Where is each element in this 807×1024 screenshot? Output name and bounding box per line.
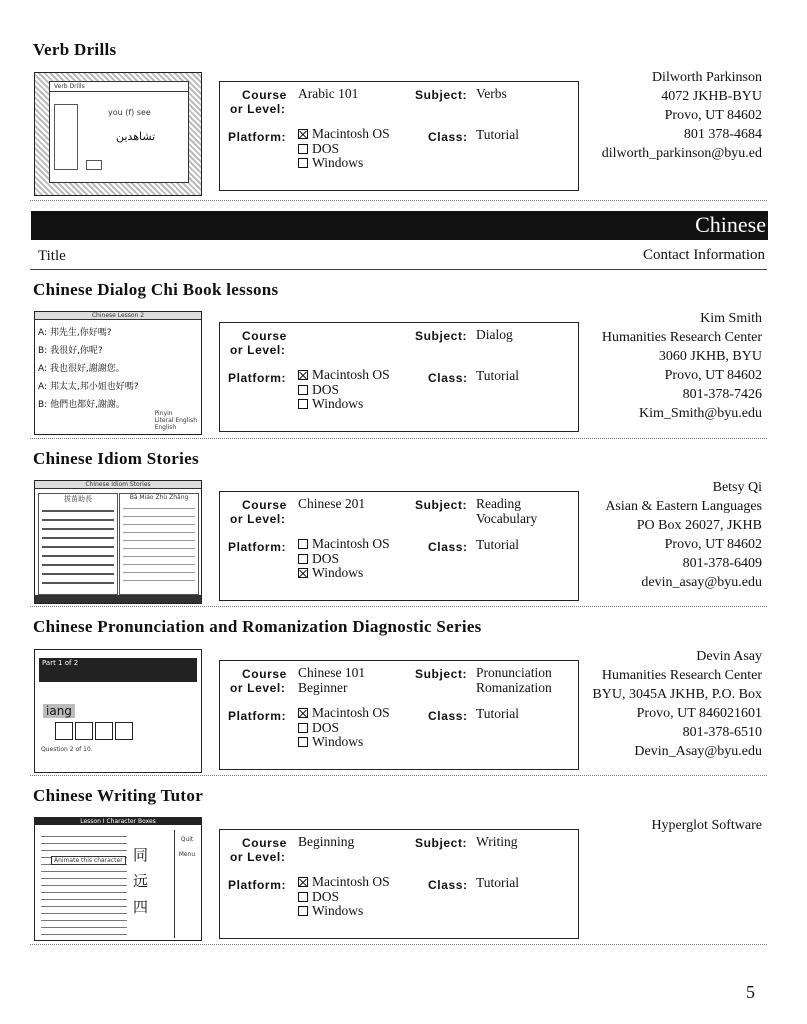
contact-line: PO Box 26027, JKHB [636,518,762,533]
checkbox-checked-icon [298,370,308,380]
checkbox-empty-icon [298,385,308,395]
course-label: Course [242,88,287,102]
course-value: Arabic 101 [298,86,359,101]
platform-label: Platform: [228,709,287,723]
character: 远 [133,872,149,890]
course-value: Beginning [298,834,355,849]
column-contact-label: Contact Information [642,247,765,263]
subject-value: Dialog [476,327,513,342]
platform-name: Windows [312,734,364,749]
panel-heading: 拔苗助長 [64,495,92,503]
subject-line: Vocabulary [476,511,538,526]
platform-name: Macintosh OS [312,126,390,141]
class-label: Class: [428,878,468,892]
level-label: or Level: [230,343,286,357]
platform-name: DOS [312,381,340,397]
course-info-box [219,660,579,770]
part-label: Part 1 of 2 [42,659,79,667]
contact-line: Provo, UT 84602 [664,108,762,123]
contact-email: devin_asay@byu.edu [641,575,762,590]
arabic-word: تشاهدين [116,130,156,143]
subject-line: Reading [476,496,521,511]
class-label: Class: [428,709,468,723]
entry-title: Verb Drills [33,40,117,59]
divider [30,438,767,439]
pinyin-text-panel [119,493,199,595]
checkbox-checked-icon [298,568,308,578]
platform-label: Platform: [228,130,287,144]
subject-label: Subject: [415,88,468,102]
page-number: 5 [746,982,755,1002]
entry-title: Chinese Dialog Chi Book lessons [33,280,279,299]
subject-label: Subject: [415,498,468,512]
platform-name: Windows [312,565,364,580]
dialog-line: A: 邦先生,你好嗎? [38,328,112,338]
checkbox-empty-icon [298,906,308,916]
section-name: Chinese [695,212,766,237]
class-label: Class: [428,371,468,385]
entry-title: Chinese Writing Tutor [33,786,204,805]
subject-label: Subject: [415,836,468,850]
tone-1-icon [55,722,73,740]
subject-label: Subject: [415,667,468,681]
course-info-box [219,491,579,601]
dialog-line: B: 我很好,你呢? [38,346,103,356]
platform-label: Platform: [228,540,287,554]
platform-name: DOS [312,888,340,904]
panel-heading: Bá Miáo Zhù Zhǎng [129,494,189,501]
platform-name: DOS [312,550,340,566]
checkbox-empty-icon [298,892,308,902]
platform-name: Windows [312,155,364,170]
contact-line: BYU, 3045A JKHB, P.O. Box [592,687,762,702]
divider [30,944,767,945]
divider [30,775,767,776]
checkbox-empty-icon [298,737,308,747]
course-label: Course [242,667,287,681]
section-header-bar [31,211,768,240]
contact-line: 801-378-6510 [682,725,762,740]
screenshot-thumbnail [34,480,202,604]
display-options [155,410,197,431]
header-rule [30,269,767,270]
checkbox-empty-icon [298,158,308,168]
platform-label: Platform: [228,371,287,385]
class-value: Tutorial [476,537,520,552]
contact-line: Humanities Research Center [601,668,762,683]
platform-label: Platform: [228,878,287,892]
checkbox-empty-icon [298,144,308,154]
platform-name: Windows [312,396,364,411]
contact-info [592,647,762,761]
dialog-lines [38,324,139,414]
contact-info [602,68,762,163]
platform-list [298,368,390,412]
contact-info [602,309,762,423]
english-prompt: you (f) see [108,108,151,117]
contact-line: 801 378-4684 [683,127,762,142]
checkbox-checked-icon [298,708,308,718]
toolbar [35,595,201,603]
contact-line: Kim Smith [700,311,762,326]
course-info-box [219,829,579,939]
window-title: Chinese Lesson 2 [35,312,201,320]
checkbox-empty-icon [298,399,308,409]
platform-name: Windows [312,903,364,918]
contact-line: Provo, UT 84602 [664,368,762,383]
class-value: Tutorial [476,706,520,721]
contact-line: Provo, UT 846021601 [636,706,762,721]
contact-line: Asian & Eastern Languages [605,499,762,514]
contact-line: Hyperglot Software [651,818,762,833]
quit-label: Quit [180,836,194,843]
platform-name: Macintosh OS [312,367,390,382]
platform-name: Macintosh OS [312,705,390,720]
subject-value [476,665,552,695]
tone-2-icon [75,722,93,740]
checkbox-empty-icon [298,723,308,733]
character-column [133,842,148,920]
entry-title: Chinese Idiom Stories [33,449,199,468]
menu-label: Menu [178,851,196,858]
instruction-text [41,832,127,936]
prompt-banner [39,658,197,682]
contact-line: Humanities Research Center [601,330,762,345]
character: 四 [133,898,149,916]
level-value: Beginner [298,680,348,695]
course-value: Chinese 201 [298,496,366,511]
dialog-line: A: 邦太太,邦小姐也好嗎? [38,382,139,392]
dialog-line: A: 我也很好,謝謝您。 [38,364,125,374]
contact-line: Betsy Qi [712,480,762,495]
contact-line: 3060 JKHB, BYU [658,349,762,364]
option-label: Pinyin [154,410,173,417]
entry-title: Chinese Pronunciation and Romanization Diagnostic Series [33,617,482,636]
tone-4-icon [115,722,133,740]
subject-label: Subject: [415,329,468,343]
platform-list [298,875,390,919]
level-label: or Level: [230,681,286,695]
screenshot-thumbnail [34,817,202,941]
contact-info [605,478,762,592]
contact-line: Provo, UT 84602 [664,537,762,552]
divider [30,200,767,201]
contact-email: Kim_Smith@byu.edu [639,406,762,421]
character: 同 [133,846,149,864]
contact-line: Dilworth Parkinson [651,70,762,85]
screenshot-thumbnail [34,311,202,435]
subject-value [476,496,537,526]
column-title-label: Title [38,248,66,264]
checkbox-checked-icon [298,129,308,139]
syllable-label: iang [43,704,75,718]
animate-button: Animate this character [51,856,126,865]
level-label: or Level: [230,850,286,864]
text-lines [123,503,195,581]
subject-value: Writing [476,834,518,849]
level-label: or Level: [230,512,286,526]
option-label: English [154,424,177,431]
option-label: Literal English [154,417,197,424]
course-label: Course [242,498,287,512]
course-label: Course [242,836,287,850]
tone-3-icon [95,722,113,740]
contact-email: Devin_Asay@byu.edu [634,744,762,759]
option-list [54,104,78,170]
contact-line: Devin Asay [696,649,762,664]
screenshot-thumbnail [34,649,202,773]
contact-line: 801-378-7426 [682,387,762,402]
contact-line: 4072 JKHB-BYU [661,89,762,104]
class-value: Tutorial [476,127,520,142]
platform-list [298,706,390,750]
class-value: Tutorial [476,875,520,890]
screenshot-thumbnail [34,72,202,196]
platform-name: Macintosh OS [312,536,390,551]
question-counter: Question 2 of 10. [41,746,93,753]
course-label: Course [242,329,287,343]
contact-email: dilworth_parkinson@byu.ed [601,146,762,161]
course-value: Chinese 101 [298,665,366,680]
window-title: Lesson I Character Boxes [35,818,201,825]
platform-name: DOS [312,719,340,735]
divider [30,606,767,607]
level-label: or Level: [230,102,286,116]
platform-list [298,537,390,581]
window-title: Chinese Idiom Stories [35,481,201,489]
tone-choices [55,722,133,745]
class-label: Class: [428,540,468,554]
subject-line: Romanization [476,680,552,695]
checkbox-empty-icon [298,539,308,549]
course-info-box [219,81,579,191]
subject-line: Pronunciation [476,665,552,680]
subject-value: Verbs [476,86,507,101]
contact-info [651,816,762,835]
side-toolbar [174,830,199,938]
text-lines [42,506,114,584]
thumb-button [86,160,102,170]
platform-list [298,127,390,171]
platform-name: Macintosh OS [312,874,390,889]
chinese-text-panel [38,493,118,595]
contact-line: 801-378-6409 [682,556,762,571]
class-value: Tutorial [476,368,520,383]
checkbox-checked-icon [298,877,308,887]
window-title: Verb Drills [50,82,188,92]
platform-name: DOS [312,140,340,156]
checkbox-empty-icon [298,554,308,564]
dialog-line: B: 他們也都好,謝謝。 [38,400,125,410]
class-label: Class: [428,130,468,144]
course-info-box [219,322,579,432]
